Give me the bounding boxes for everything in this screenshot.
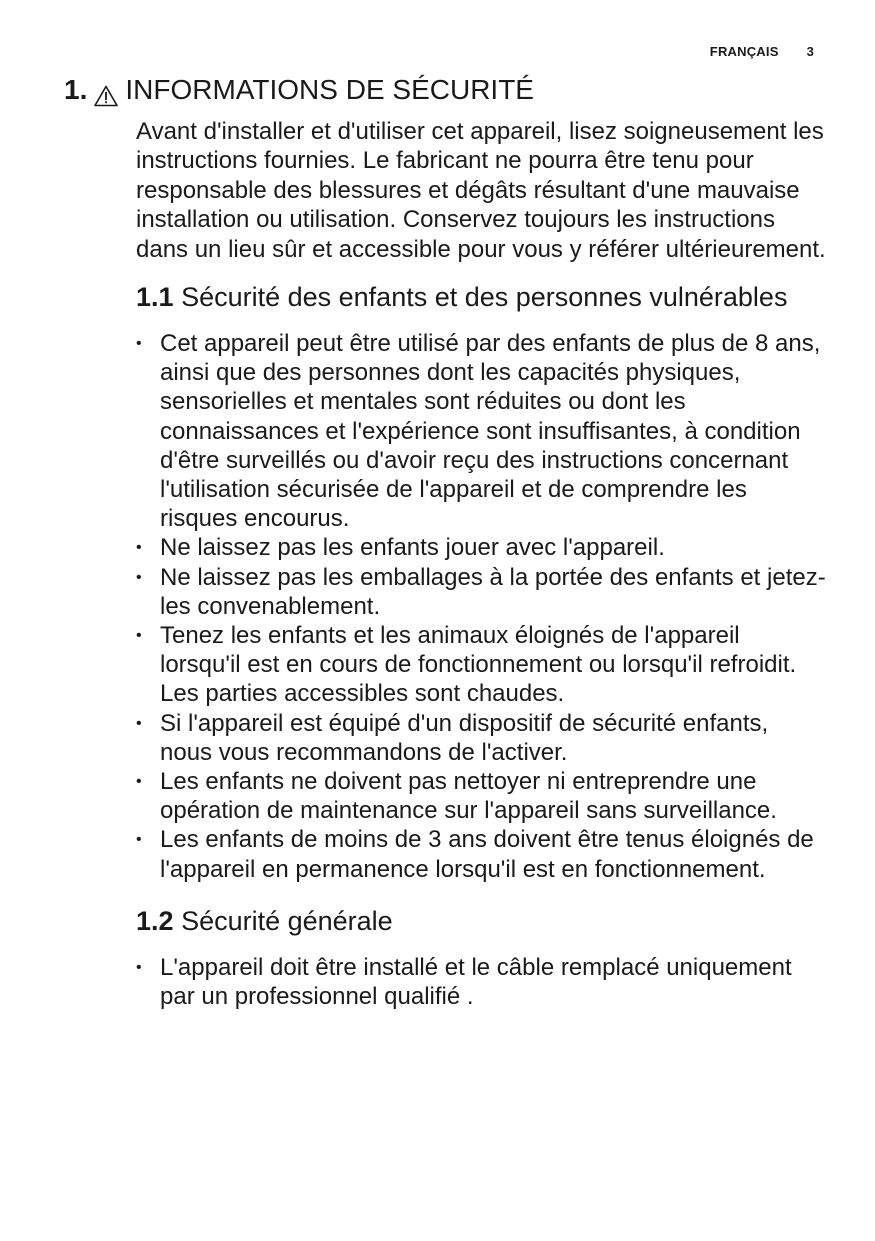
bullet-icon: • — [136, 627, 142, 645]
list-item-text: Ne laissez pas les emballages à la portée des enfants et jetez-les convenablement. — [160, 563, 826, 620]
bullet-icon: • — [136, 714, 142, 732]
list-item-text: Les enfants ne doivent pas nettoyer ni entreprendre une opération de maintenance sur l'appareil sans surveillance. — [160, 768, 777, 825]
list-item — [136, 329, 826, 533]
subsection-title: Sécurité générale — [181, 905, 393, 936]
bullet-icon: • — [136, 539, 142, 557]
list-item — [136, 533, 826, 562]
list-item-text: Les enfants de moins de 3 ans doivent être tenus éloignés de l'appareil en permanence lorsqu'il est en fonctionnement. — [160, 826, 814, 883]
list-item-text: Ne laissez pas les enfants jouer avec l'appareil. — [160, 534, 665, 562]
bullet-icon: • — [136, 568, 142, 586]
intro-paragraph: Avant d'installer et d'utiliser cet appareil, lisez soigneusement les instructions fournies. Le fabricant ne pourra être tenu pour responsable des blessures et dégâts résultant d'une mauvaise installation ou utilisation. Conservez toujours les instructions dans un lieu sûr et accessible pour vous y référer ultérieurement. — [136, 118, 826, 263]
list-item-text: L'appareil doit être installé et le câble remplacé uniquement par un professionnel qualifié . — [160, 953, 792, 1011]
bullet-icon: • — [136, 773, 142, 791]
subsection-title: Sécurité des enfants et des personnes vulnérables — [181, 282, 788, 313]
subsection-heading-1-1 — [136, 282, 826, 312]
list-item — [136, 767, 826, 825]
subsection-number: 1.1 — [136, 282, 174, 313]
child-safety-list — [136, 329, 826, 884]
section-number: 1. — [64, 74, 88, 105]
main-content — [136, 117, 826, 1011]
page-number: 3 — [806, 44, 814, 59]
warning-triangle-icon — [94, 80, 118, 102]
subsection-heading-1-2 — [136, 906, 826, 936]
section-title: INFORMATIONS DE SÉCURITÉ — [125, 74, 534, 105]
list-item — [136, 709, 826, 767]
list-item — [136, 621, 826, 709]
general-safety-list — [136, 953, 826, 1011]
subsection-number: 1.2 — [136, 905, 174, 936]
bullet-icon: • — [136, 958, 142, 976]
bullet-icon: • — [136, 831, 142, 849]
list-item-text: Cet appareil peut être utilisé par des enfants de plus de 8 ans, ainsi que des personnes dont les capacités physiques, sensorielles et mentales sont réduites ou dont les connaissances et l'expérience sont insuffisantes, à condition d'être surveillés ou d'avoir reçu des instructions concernant l'utilisation sécurisée de l'appareil et de comprendre les risques encourus. — [160, 330, 821, 533]
list-item — [136, 563, 826, 621]
list-item-text: Tenez les enfants et les animaux éloignés de l'appareil lorsqu'il est en cours de fonctionnement ou lorsqu'il refroidit. Les parties accessibles sont chaudes. — [160, 622, 797, 708]
language-label: FRANÇAIS — [709, 44, 779, 59]
list-item-text: Si l'appareil est équipé d'un dispositif de sécurité enfants, nous vous recommandons de l'activer. — [160, 709, 769, 766]
list-item — [136, 953, 826, 1011]
section-heading — [64, 72, 534, 108]
list-item — [136, 825, 826, 883]
bullet-icon: • — [136, 335, 142, 353]
page-header — [710, 44, 814, 59]
